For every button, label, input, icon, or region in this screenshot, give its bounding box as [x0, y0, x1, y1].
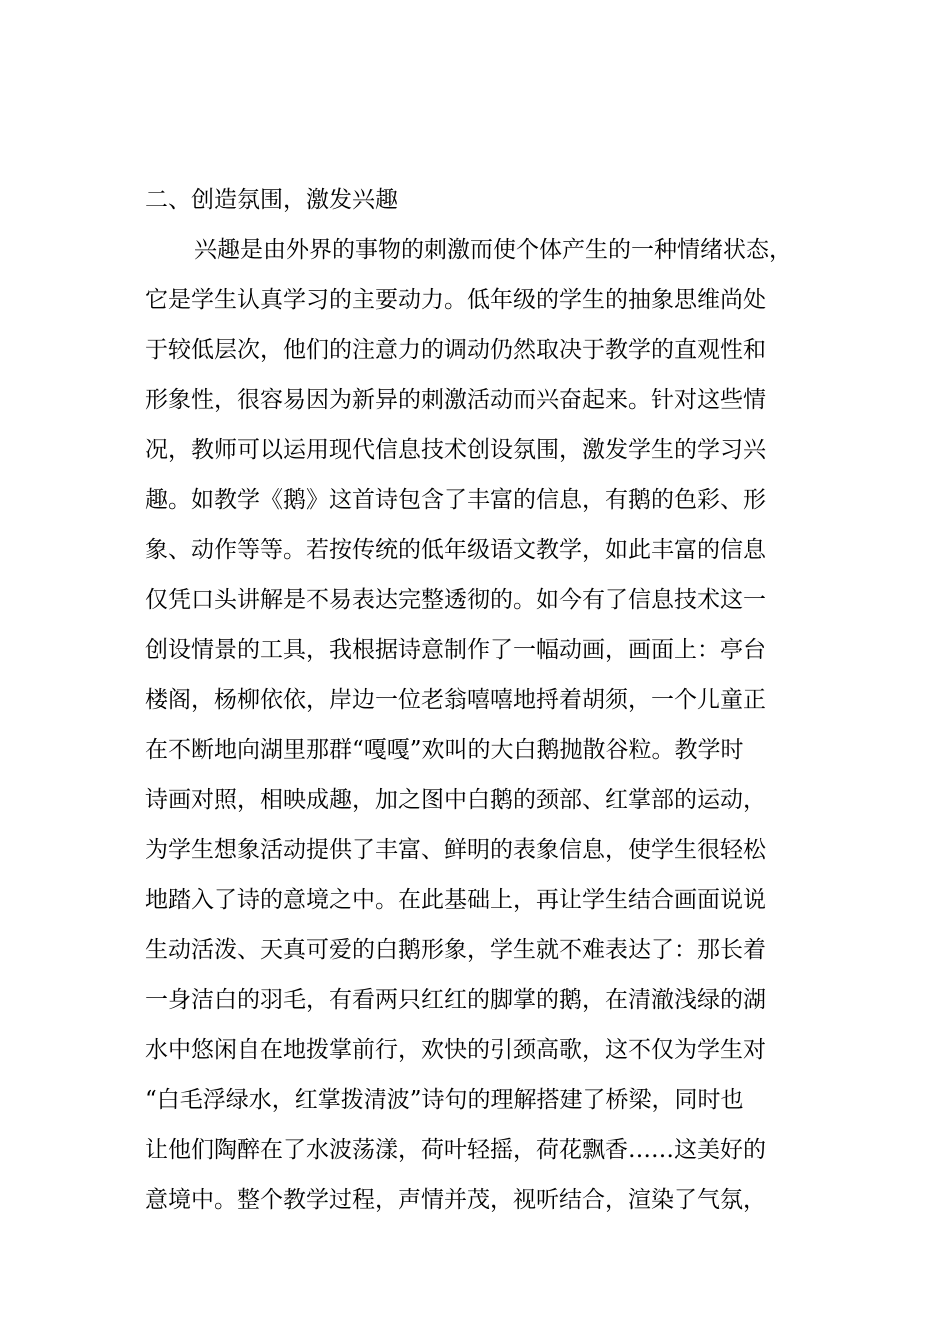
paragraph-line: 仅凭口头讲解是不易表达完整透彻的。如今有了信息技术这一: [145, 587, 766, 613]
paragraph-line: 诗画对照，相映成趣，加之图中白鹅的颈部、红掌部的运动，: [145, 787, 766, 813]
paragraph-line: 地踏入了诗的意境之中。在此基础上，再让学生结合画面说说: [145, 887, 766, 913]
paragraph-line: 它是学生认真学习的主要动力。低年级的学生的抽象思维尚处: [145, 287, 766, 313]
paragraph-line: 况，教师可以运用现代信息技术创设氛围，激发学生的学习兴: [145, 437, 766, 463]
paragraph-line: 形象性，很容易因为新异的刺激活动而兴奋起来。针对这些情: [145, 387, 766, 413]
paragraph-line: 意境中。整个教学过程，声情并茂，视听结合，渲染了气氛，: [145, 1187, 766, 1213]
paragraph-line: “白毛浮绿水，红掌拨清波”诗句的理解搭建了桥梁，同时也: [145, 1087, 744, 1113]
paragraph-line: 水中悠闲自在地拨掌前行，欢快的引颈高歌，这不仅为学生对: [145, 1037, 766, 1063]
paragraph-line: 趣。如教学《鹅》这首诗包含了丰富的信息，有鹅的色彩、形: [145, 487, 766, 513]
document-body: [145, 179, 835, 1229]
paragraph-line: 兴趣是由外界的事物的刺激而使个体产生的一种情绪状态，: [194, 237, 792, 263]
paragraph-line: 生动活泼、天真可爱的白鹅形象，学生就不难表达了：那长着: [145, 937, 766, 963]
section-heading: 二、创造氛围，激发兴趣: [145, 187, 398, 213]
paragraph-line: 让他们陶醉在了水波荡漾，荷叶轻摇，荷花飘香……这美好的: [145, 1137, 766, 1163]
paragraph-line: 为学生想象活动提供了丰富、鲜明的表象信息，使学生很轻松: [145, 837, 766, 863]
paragraph-line: 象、动作等等。若按传统的低年级语文教学，如此丰富的信息: [145, 537, 766, 563]
paragraph-line: 楼阁，杨柳依依，岸边一位老翁嘻嘻地捋着胡须，一个儿童正: [145, 687, 766, 713]
paragraph-line: 创设情景的工具，我根据诗意制作了一幅动画，画面上：亭台: [145, 637, 766, 663]
paragraph-line: 一身洁白的羽毛，有看两只红红的脚掌的鹅，在清澈浅绿的湖: [145, 987, 766, 1013]
paragraph-line: 于较低层次，他们的注意力的调动仍然取决于教学的直观性和: [145, 337, 766, 363]
paragraph-line: 在不断地向湖里那群“嘎嘎”欢叫的大白鹅抛散谷粒。教学时: [145, 737, 744, 763]
